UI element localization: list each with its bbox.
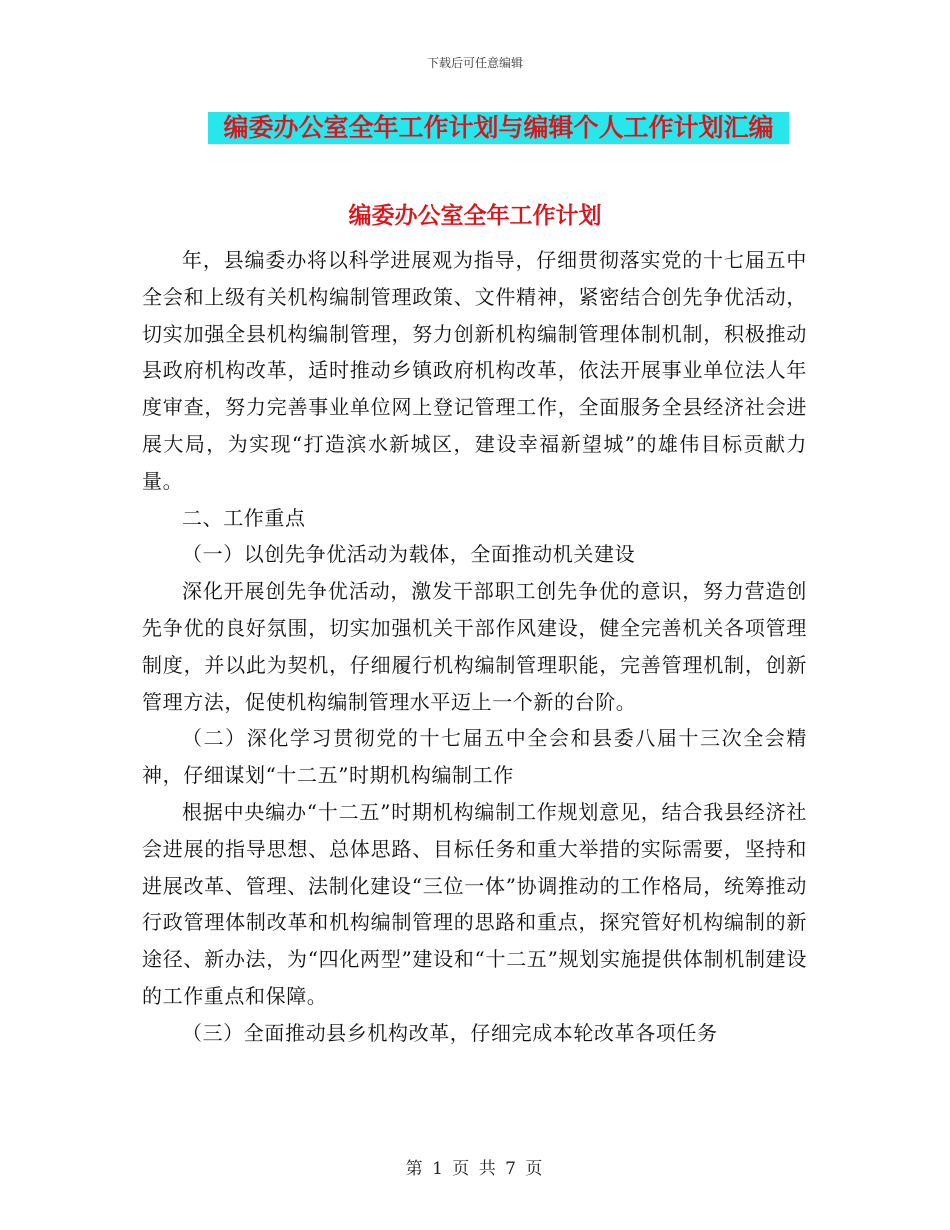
footer-suffix: 页 — [525, 1159, 545, 1179]
page-footer — [0, 1154, 950, 1179]
footer-middle: 页 共 — [452, 1159, 498, 1179]
subheading-3: （三）全面推动县乡机构改革，仔细完成本轮改革各项任务 — [182, 1020, 718, 1045]
header-note: 下载后可任意编辑 — [426, 56, 523, 70]
footer-total-pages: 7 — [505, 1159, 518, 1179]
footer-prefix: 第 — [405, 1159, 425, 1179]
document-body — [142, 242, 807, 1052]
subheading-2: （二）深化学习贯彻党的十七届五中全会和县委八届十三次全会精神，仔细谋划“十二五”时期机构编制工作 — [142, 726, 807, 788]
footer-page-number: 1 — [432, 1159, 445, 1179]
paragraph-1: 深化开展创先争优活动，激发干部职工创先争优的意识，努力营造创先争优的良好氛围，切实加强机关干部作风建设，健全完善机关各项管理制度，并以此为契机，仔细履行机构编制管理职能，完善管理机制，创新管理方法，促使机构编制管理水平迈上一个新的台阶。 — [142, 579, 807, 714]
section-heading-work-focus: 二、工作重点 — [182, 505, 306, 530]
document-main-title: 编委办公室全年工作计划与编辑个人工作计划汇编 — [208, 112, 789, 144]
paragraph-intro: 年，县编委办将以科学进展观为指导，仔细贯彻落实党的十七届五中全会和上级有关机构编制管理政策、文件精神，紧密结合创先争优活动，切实加强全县机构编制管理，努力创新机构编制管理体制机制，积极推动县政府机构改革，适时推动乡镇政府机构改革，依法开展事业单位法人年度审查，努力完善事业单位网上登记管理工作，全面服务全县经济社会进展大局，为实现“打造滨水新城区，建设幸福新望城”的雄伟目标贡献力量。 — [142, 248, 807, 493]
subheading-1: （一）以创先争优活动为载体，全面推动机关建设 — [182, 542, 636, 567]
paragraph-2: 根据中央编办“十二五”时期机构编制工作规划意见，结合我县经济社会进展的指导思想、总体思路、目标任务和重大举措的实际需要，坚持和进展改革、管理、法制化建设“三位一体”协调推动的工作格局，统筹推动行政管理体制改革和机构编制管理的思路和重点，探究管好机构编制的新途径、新办法，为“四化两型”建设和“十二五”规划实施提供体制机制建设的工作重点和保障。 — [142, 799, 807, 1008]
document-sub-title: 编委办公室全年工作计划 — [348, 202, 602, 229]
